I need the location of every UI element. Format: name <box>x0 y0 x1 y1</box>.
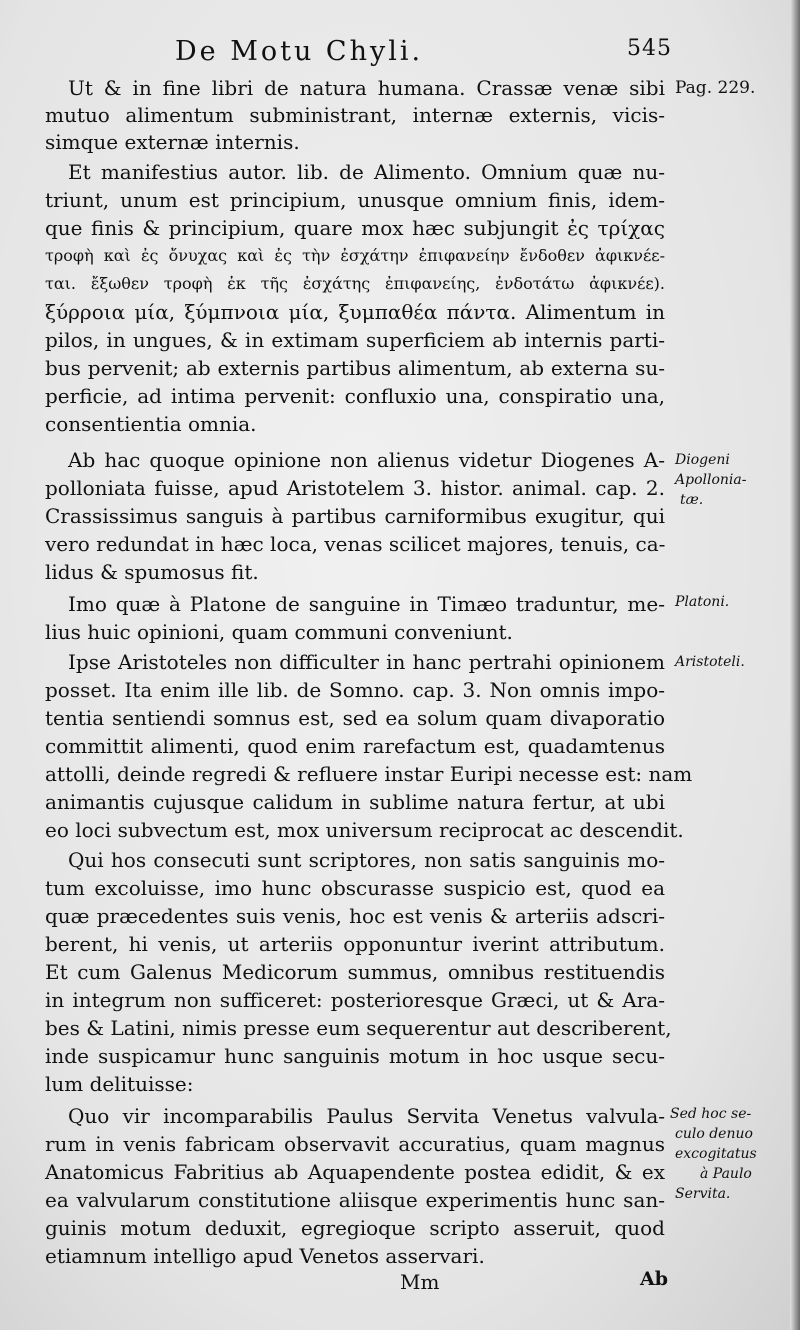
running-header <box>175 36 675 68</box>
text-line: in integrum non sufficeret: posterioresque Græci, ut & Ara- <box>45 988 665 1012</box>
text-line: Ab hac quoque opinione non alienus videtur Diogenes A- <box>68 448 665 472</box>
text-line: ea valvularum constitutione aliisque experimentis hunc san- <box>45 1188 665 1212</box>
text-line: etiamnum intelligo apud Venetos asservari. <box>45 1244 485 1268</box>
margin-note: excogitatus <box>675 1146 757 1162</box>
text-line: triunt, unum est principium, unusque omnium finis, idem- <box>45 188 665 212</box>
catchword: Ab <box>640 1268 669 1290</box>
text-line: eo loci subvectum est, mox universum reciprocat ac descendit. <box>45 818 684 842</box>
text-line: lidus & spumosus fit. <box>45 560 259 584</box>
text-line: Ipse Aristoteles non difficulter in hanc pertrahi opinionem <box>68 650 665 674</box>
text-line: bus pervenit; ab externis partibus alimentum, ab externa su- <box>45 356 665 380</box>
margin-note: à Paulo <box>700 1166 752 1182</box>
text-line: Et cum Galenus Medicorum summus, omnibus restituendis <box>45 960 665 984</box>
text-line: simque externæ internis. <box>45 130 300 154</box>
text-line: τροφὴ καὶ ἐς ὄνυχας καὶ ἐς τὴν ἐσχάτην ἐπιφανείην ἔνδοθεν ἀφικνέε- <box>45 246 665 265</box>
text-line: tum excoluisse, imo hunc obscurasse suspicio est, quod ea <box>45 876 665 900</box>
text-line: posset. Ita enim ille lib. de Somno. cap. 3. Non omnis impo- <box>45 678 665 702</box>
text-line: Crassissimus sanguis à partibus carniformibus exugitur, qui <box>45 504 665 528</box>
text-line: guinis motum deduxit, egregioque scripto asseruit, quod <box>45 1216 665 1240</box>
text-line: Imo quæ à Platone de sanguine in Timæo traduntur, me- <box>68 592 665 616</box>
text-line: animantis cujusque calidum in sublime natura fertur, at ubi <box>45 790 665 814</box>
text-line: consentientia omnia. <box>45 412 257 436</box>
text-line: committit alimenti, quod enim rarefactum est, quadamtenus <box>45 734 665 758</box>
text-line: inde suspicamur hunc sanguinis motum in hoc usque secu- <box>45 1044 665 1068</box>
text-line: Anatomicus Fabritius ab Aquapendente postea edidit, & ex <box>45 1160 665 1184</box>
margin-note: tæ. <box>680 492 704 508</box>
text-line: Et manifestius autor. lib. de Alimento. Omnium quæ nu- <box>68 160 665 184</box>
text-line: Qui hos consecuti sunt scriptores, non satis sanguinis mo- <box>68 848 665 872</box>
text-line: rum in venis fabricam observavit accuratius, quam magnus <box>45 1132 665 1156</box>
text-line: Ut & in fine libri de natura humana. Crassæ venæ sibi <box>68 76 665 100</box>
text-line: berent, hi venis, ut arteriis opponuntur iverint attributum. <box>45 932 665 956</box>
margin-note: Servita. <box>675 1186 731 1202</box>
margin-note: Aristoteli. <box>675 654 745 670</box>
text-line: quæ præcedentes suis venis, hoc est venis & arteriis adscri- <box>45 904 665 928</box>
text-line: mutuo alimentum subministrant, internæ externis, vicis- <box>45 103 665 127</box>
text-line: ται. ἔξωθεν τροφὴ ἐκ τῆς ἐσχάτης ἐπιφανείης, ἐνδοτάτω ἀφικνέε). <box>45 274 665 293</box>
text-line: attolli, deinde regredi & refluere instar Euripi necesse est: nam <box>45 762 693 786</box>
margin-note: Apollonia- <box>675 472 747 488</box>
text-line: perficie, ad intima pervenit: confluxio una, conspiratio una, <box>45 384 665 408</box>
text-line: lum delituisse: <box>45 1072 194 1096</box>
signature-mark: Mm <box>400 1270 440 1294</box>
margin-note: Pag. 229. <box>675 78 756 98</box>
text-line: bes & Latini, nimis presse eum sequerentur aut describerent, <box>45 1016 672 1040</box>
text-line: pilos, in ungues, & in extimam superficiem ab internis parti- <box>45 328 665 352</box>
text-line: Quo vir incomparabilis Paulus Servita Venetus valvula- <box>68 1104 665 1128</box>
text-line: tentia sentiendi somnus est, sed ea solum quam divaporatio <box>45 706 665 730</box>
page-gutter-shadow <box>790 0 800 1330</box>
margin-note: Diogeni <box>675 452 730 468</box>
margin-note: Platoni. <box>675 594 730 610</box>
text-line: polloniata fuisse, apud Aristotelem 3. histor. animal. cap. 2. <box>45 476 665 500</box>
margin-note: Sed hoc se- <box>670 1106 752 1122</box>
text-line: vero redundat in hæc loca, venas scilicet majores, tenuis, ca- <box>45 532 666 556</box>
margin-note: culo denuo <box>675 1126 753 1142</box>
text-line: lius huic opinioni, quam communi conveniunt. <box>45 620 513 644</box>
running-title: De Motu Chyli. <box>175 36 424 67</box>
text-line: que finis & principium, quare mox hæc subjungit ἐς τρίχας <box>45 216 665 240</box>
text-line: ξύρροια μία, ξύμπνοια μία, ξυμπαθέα πάντα. Alimentum in <box>45 300 665 324</box>
page-number: 545 <box>627 36 672 61</box>
